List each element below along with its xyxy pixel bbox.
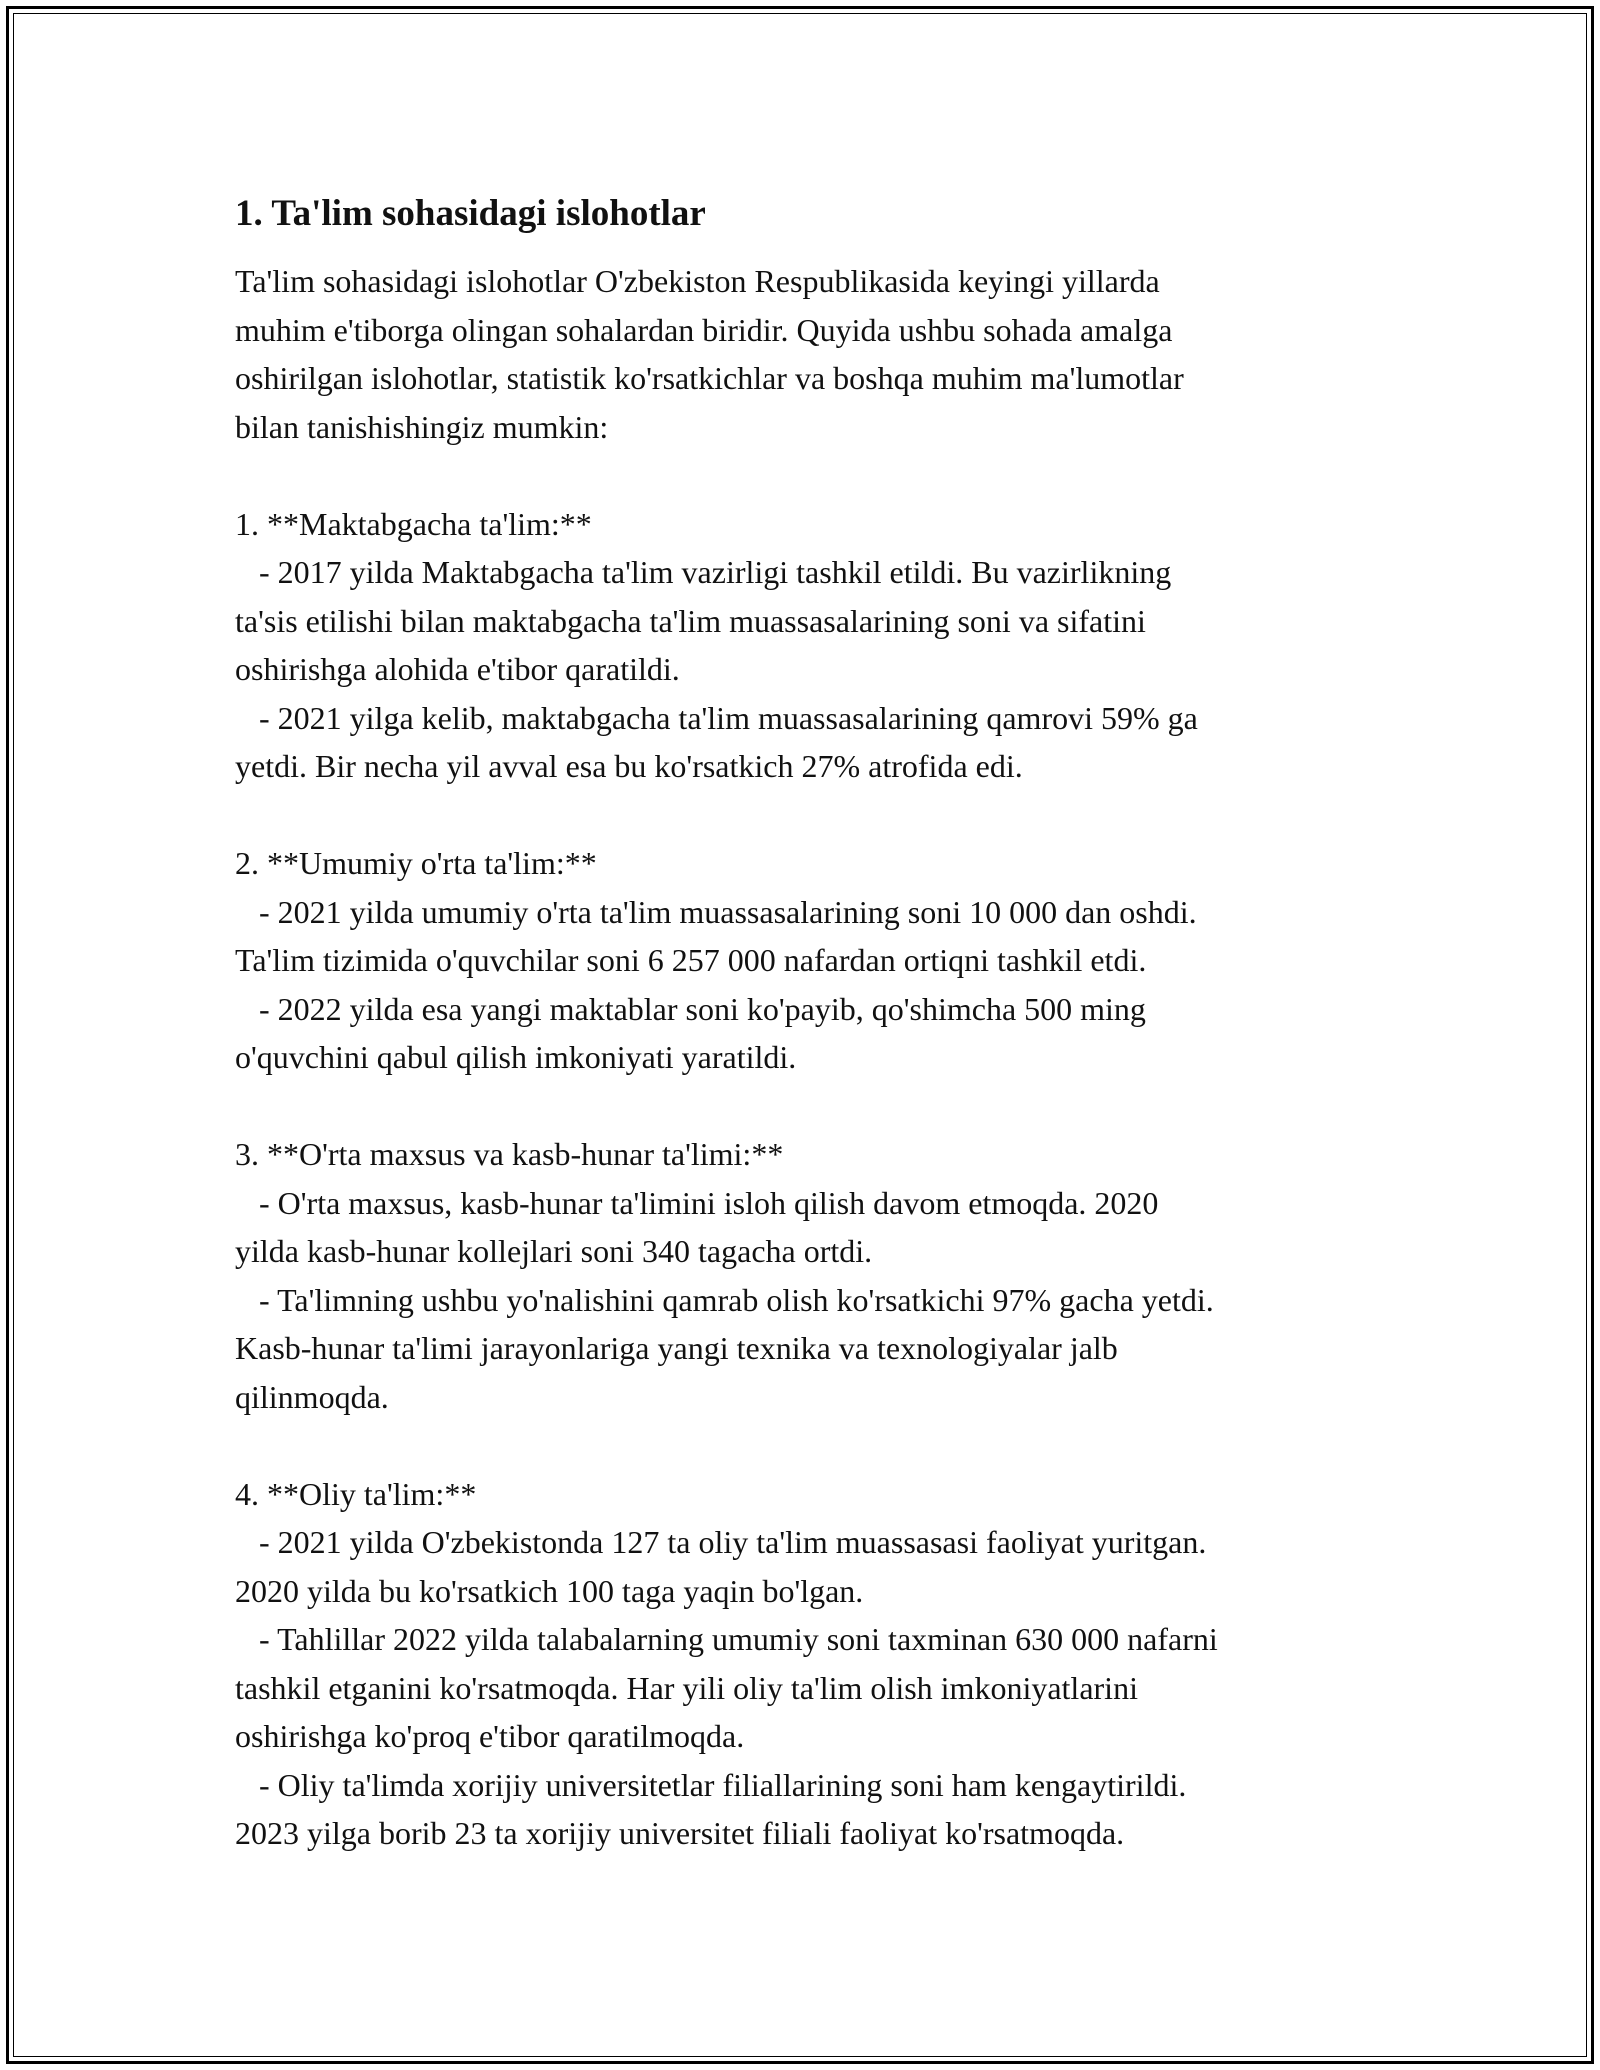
section-heading: 2. **Umumiy o'rta ta'lim:** [235, 845, 597, 881]
section-higher-education [235, 1470, 1375, 1858]
section-preschool [235, 500, 1375, 791]
section-body: - O'rta maxsus, kasb-hunar ta'limini isloh qilish davom etmoqda. 2020 yilda kasb-hunar kollejlari soni 340 tagacha ortdi. - Ta'limning ushbu yo'nalishini qamrab olish ko'rsatkichi 97% gacha yetdi. Kasb-hunar ta'limi jarayonlariga yangi texnika va texnologiyalar jalb qilinmoqda. [235, 1184, 1214, 1415]
document-title: 1. Ta'lim sohasidagi islohotlar [235, 193, 706, 234]
spacer [235, 791, 1375, 840]
section-general-secondary [235, 839, 1375, 1082]
intro-paragraph: Ta'lim sohasidagi islohotlar O'zbekiston Respublikasida keyingi yillarda muhim e'tiborga olingan sohalardan biridir. Quyida ushbu sohada amalga oshirilgan islohotlar, statistik ko'rsatkichlar va boshqa muhim ma'lumotlar bilan tanishishingiz mumkin: [235, 263, 1184, 445]
section-heading: 3. **O'rta maxsus va kasb-hunar ta'limi:** [235, 1136, 784, 1172]
section-heading: 4. **Oliy ta'lim:** [235, 1475, 477, 1512]
document-body [235, 185, 1375, 1858]
section-heading: 1. **Maktabgacha ta'lim:** [235, 505, 592, 542]
spacer [235, 1082, 1375, 1131]
section-vocational [235, 1130, 1375, 1421]
spacer [235, 451, 1375, 500]
spacer [235, 1421, 1375, 1470]
section-body: - 2021 yilda umumiy o'rta ta'lim muassasalarining soni 10 000 dan oshdi. Ta'lim tizimida o'quvchilar soni 6 257 000 nafardan ortiqni tashkil etdi. - 2022 yilda esa yangi maktablar soni ko'payib, qo'shimcha 500 ming o'quvchini qabul qilish imkoniyati yaratildi. [235, 893, 1197, 1075]
section-body: - 2017 yilda Maktabgacha ta'lim vazirligi tashkil etildi. Bu vazirlikning ta'sis etilishi bilan maktabgacha ta'lim muassasalarining soni va sifatini oshirishga alohida e'tibor qaratildi. - 2021 yilga kelib, maktabgacha ta'lim muassasalarining qamrovi 59% ga yetdi. Bir necha yil avval esa bu ko'rsatkich 27% atrofida edi. [235, 554, 1198, 784]
section-body: - 2021 yilda O'zbekistonda 127 ta oliy ta'lim muassasasi faoliyat yuritgan. 2020 yilda bu ko'rsatkich 100 taga yaqin bo'lgan. - Tahlillar 2022 yilda talabalarning umumiy soni taxminan 630 000 nafarni tashkil etganini ko'rsatmoqda. Har yili oliy ta'lim olish imkoniyatlarini oshirishga ko'proq e'tibor qaratilmoqda. - Oliy ta'limda xorijiy universitetlar filiallarining soni ham kengaytirildi. 2023 yilga borib 23 ta xorijiy universitet filiali faoliyat ko'rsatmoqda. [235, 1524, 1218, 1851]
